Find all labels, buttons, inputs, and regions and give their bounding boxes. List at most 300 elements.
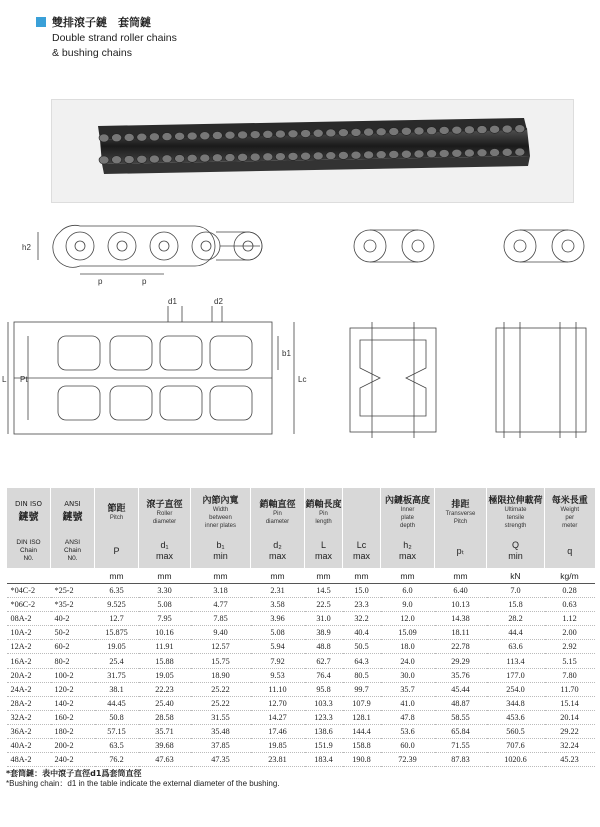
table-cell: 37.85	[191, 739, 251, 753]
chain-roller	[490, 125, 500, 133]
column-header	[7, 488, 51, 534]
table-cell: 10.16	[139, 626, 191, 640]
table-cell: *25-2	[51, 584, 95, 598]
column-unit: mm	[381, 568, 435, 584]
table-cell: 12.57	[191, 640, 251, 654]
chain-roller	[427, 127, 437, 135]
table-cell: 14.38	[435, 612, 487, 626]
table-row	[7, 696, 595, 710]
column-symbol-text: DIN ISO	[16, 539, 41, 546]
chain-roller	[490, 149, 500, 157]
chain-roller	[238, 131, 248, 139]
column-header-zh: 內節內寬	[202, 495, 239, 506]
table-unit-row	[7, 568, 595, 584]
table-cell: 9.525	[95, 598, 139, 612]
table-cell: 254.0	[487, 682, 545, 696]
title-english-line1: Double strand roller chains	[52, 32, 177, 44]
column-header-en: ANSI	[64, 499, 81, 508]
column-header-en: diameter	[265, 518, 290, 525]
title-english-line2: & bushing chains	[52, 47, 132, 59]
column-symbol-text: max	[268, 551, 286, 561]
table-cell: 65.84	[435, 724, 487, 738]
chain-roller	[99, 134, 109, 142]
column-symbol-text: max	[398, 551, 416, 561]
table-cell: *04C-2	[7, 584, 51, 598]
table-cell: 80-2	[51, 654, 95, 668]
table-cell: 11.91	[139, 640, 191, 654]
table-cell: 240-2	[51, 753, 95, 767]
table-cell: 41.0	[381, 696, 435, 710]
chain-roller	[288, 152, 298, 160]
table-row	[7, 710, 595, 724]
column-header-en: Pin	[319, 510, 328, 517]
chain-roller	[389, 128, 399, 136]
chain-roller	[364, 128, 374, 136]
table-cell: 180-2	[51, 724, 95, 738]
table-cell: *06C-2	[7, 598, 51, 612]
table-cell: 15.14	[545, 696, 595, 710]
column-unit	[51, 568, 95, 584]
chain-roller	[250, 153, 260, 161]
table-row	[7, 584, 595, 598]
table-cell: 19.05	[95, 640, 139, 654]
chain-roller	[338, 129, 348, 137]
table-cell: 23.81	[251, 753, 305, 767]
column-symbol-text: d₂	[273, 540, 282, 550]
table-cell: 123.3	[305, 710, 343, 724]
chain-roller	[187, 132, 197, 140]
table-cell: 23.3	[343, 598, 381, 612]
table-cell: 7.85	[191, 612, 251, 626]
label-d1: d1	[168, 297, 177, 306]
table-cell: 35.71	[139, 724, 191, 738]
chain-roller	[200, 154, 210, 162]
column-symbol-text: ANSI	[64, 539, 81, 546]
column-header-zh: 銷軸直徑	[259, 499, 296, 510]
column-symbol	[545, 534, 595, 568]
table-cell: 38.9	[305, 626, 343, 640]
column-header-en: Weight	[560, 506, 580, 513]
table-cell: 38.1	[95, 682, 139, 696]
column-unit: mm	[251, 568, 305, 584]
column-unit: mm	[95, 568, 139, 584]
table-cell: 12.0	[381, 612, 435, 626]
column-symbol-text: N0.	[23, 555, 34, 562]
column-header	[305, 488, 343, 534]
table-cell: 3.30	[139, 584, 191, 598]
label-L: L	[2, 375, 7, 384]
chain-roller	[502, 148, 512, 156]
table-cell: 2.00	[545, 626, 595, 640]
table-cell: 12.7	[95, 612, 139, 626]
table-row	[7, 682, 595, 696]
column-header-en: meter	[562, 522, 578, 529]
table-cell: 107.9	[343, 696, 381, 710]
table-cell: 19.85	[251, 739, 305, 753]
column-header	[95, 488, 139, 534]
table-cell: 9.0	[381, 598, 435, 612]
table-cell: 22.23	[139, 682, 191, 696]
table-cell: 63.6	[487, 640, 545, 654]
table-cell: 28A-2	[7, 696, 51, 710]
chain-photo	[51, 99, 574, 203]
connecting-link-views	[354, 230, 584, 262]
column-header-en: Roller	[156, 510, 173, 517]
table-cell: 2.92	[545, 640, 595, 654]
column-symbol-text: max	[314, 551, 332, 561]
chain-roller	[376, 128, 386, 136]
column-header-en: DIN ISO	[15, 499, 42, 508]
table-cell: 113.4	[487, 654, 545, 668]
chain-roller	[263, 153, 273, 161]
column-header-en: plate	[400, 514, 414, 521]
chain-roller	[149, 133, 159, 141]
chain-roller	[137, 155, 147, 163]
column-header	[191, 488, 251, 534]
column-symbol-text: Lc	[356, 540, 367, 550]
table-cell: 3.18	[191, 584, 251, 598]
table-cell: 24.0	[381, 654, 435, 668]
column-header-zh: 每米長重	[551, 495, 588, 506]
chain-roller	[389, 150, 399, 158]
label-Pt: Pt	[20, 375, 28, 384]
footnote-chinese: *套筒鏈：表中滾子直徑d1爲套筒直徑	[6, 769, 142, 779]
table-cell: 453.6	[487, 710, 545, 724]
column-symbol-text: min	[213, 551, 228, 561]
label-Lc: Lc	[298, 375, 307, 384]
column-symbol	[139, 534, 191, 568]
column-symbol-text: b₁	[216, 540, 225, 550]
table-cell: 15.75	[191, 654, 251, 668]
table-cell: 95.8	[305, 682, 343, 696]
table-cell: 31.75	[95, 668, 139, 682]
chain-roller	[477, 149, 487, 157]
column-header-zh: 內鏈板高度	[384, 495, 430, 506]
table-row	[7, 739, 595, 753]
table-cell: 100-2	[51, 668, 95, 682]
column-symbol	[305, 534, 343, 568]
column-unit: mm	[191, 568, 251, 584]
chain-roller	[326, 152, 336, 160]
table-cell: 40A-2	[7, 739, 51, 753]
table-cell: 87.83	[435, 753, 487, 767]
table-cell: 6.0	[381, 584, 435, 598]
chain-roller	[326, 129, 336, 137]
chain-roller	[464, 126, 474, 134]
column-symbol-text: Q	[511, 540, 519, 550]
column-symbol-text: pₜ	[456, 545, 465, 556]
table-row	[7, 753, 595, 767]
chain-roller	[225, 131, 235, 139]
chain-roller	[250, 131, 260, 139]
column-header-zh: 極限拉伸載荷	[488, 495, 543, 506]
table-cell: 183.4	[305, 753, 343, 767]
column-header	[139, 488, 191, 534]
chain-roller	[301, 152, 311, 160]
chain-roller	[439, 150, 449, 158]
table-cell: 76.2	[95, 753, 139, 767]
column-header-en: Pitch	[109, 514, 124, 521]
table-cell: 9.40	[191, 626, 251, 640]
chain-roller	[112, 134, 122, 142]
chain-roller	[162, 133, 172, 141]
column-unit: kg/m	[545, 568, 595, 584]
table-cell: 48.87	[435, 696, 487, 710]
table-cell: 71.55	[435, 739, 487, 753]
table-row	[7, 724, 595, 738]
column-header-en: inner plates	[204, 522, 237, 529]
table-cell: 16A-2	[7, 654, 51, 668]
table-cell: 32A-2	[7, 710, 51, 724]
table-cell: 22.78	[435, 640, 487, 654]
chain-roller	[162, 155, 172, 163]
column-symbol-text: h₂	[403, 540, 412, 550]
table-cell: 25.22	[191, 696, 251, 710]
column-header-en: strength	[504, 522, 527, 529]
table-cell: 560.5	[487, 724, 545, 738]
table-cell: 53.6	[381, 724, 435, 738]
column-unit: mm	[435, 568, 487, 584]
table-cell: 47.35	[191, 753, 251, 767]
column-header-zh: 排距	[451, 499, 470, 510]
specification-table-container	[6, 488, 594, 789]
table-cell: 35.7	[381, 682, 435, 696]
table-cell: 76.4	[305, 668, 343, 682]
table-cell: 177.0	[487, 668, 545, 682]
table-cell: 14.27	[251, 710, 305, 724]
table-cell: 31.55	[191, 710, 251, 724]
column-header-en: Inner	[400, 506, 415, 513]
column-symbol	[343, 534, 381, 568]
chain-roller	[464, 149, 474, 157]
column-unit: kN	[487, 568, 545, 584]
table-cell: 15.0	[343, 584, 381, 598]
table-cell: 35.76	[435, 668, 487, 682]
table-row	[7, 640, 595, 654]
chain-roller	[401, 150, 411, 158]
table-cell: 28.2	[487, 612, 545, 626]
chain-roller	[212, 154, 222, 162]
table-cell: 44.45	[95, 696, 139, 710]
chain-roller	[439, 126, 449, 134]
table-cell: 10.13	[435, 598, 487, 612]
table-cell: 28.58	[139, 710, 191, 724]
table-body	[7, 584, 595, 767]
table-cell: 128.1	[343, 710, 381, 724]
chain-roller	[364, 151, 374, 159]
column-symbol-text: max	[155, 551, 173, 561]
table-cell: 144.4	[343, 724, 381, 738]
table-cell: 45.44	[435, 682, 487, 696]
table-cell: 48.8	[305, 640, 343, 654]
table-cell: 1.12	[545, 612, 595, 626]
column-header	[381, 488, 435, 534]
column-symbol	[51, 534, 95, 568]
table-row	[7, 612, 595, 626]
table-cell: 0.63	[545, 598, 595, 612]
table-cell: 18.90	[191, 668, 251, 682]
chain-roller	[124, 133, 134, 141]
column-symbol-text: q	[567, 545, 573, 556]
table-cell: 14.5	[305, 584, 343, 598]
table-cell: 80.5	[343, 668, 381, 682]
side-view-plates	[38, 225, 262, 274]
table-cell: 25.22	[191, 682, 251, 696]
table-cell: 20A-2	[7, 668, 51, 682]
chain-roller	[313, 152, 323, 160]
column-header-en: between	[209, 514, 232, 521]
table-cell: 47.63	[139, 753, 191, 767]
column-unit: mm	[343, 568, 381, 584]
column-header	[435, 488, 487, 534]
column-unit: mm	[305, 568, 343, 584]
table-cell: 7.92	[251, 654, 305, 668]
table-cell: 24A-2	[7, 682, 51, 696]
chain-roller	[313, 129, 323, 137]
label-b1: b1	[282, 349, 291, 358]
offset-link-plan-views	[350, 322, 586, 438]
table-cell: 25.4	[95, 654, 139, 668]
table-cell: 63.5	[95, 739, 139, 753]
column-unit: mm	[139, 568, 191, 584]
table-cell: 25.40	[139, 696, 191, 710]
chain-roller	[401, 127, 411, 135]
column-symbol	[95, 534, 139, 568]
chain-roller	[124, 156, 134, 164]
column-header-en: 鏈號	[62, 511, 83, 523]
table-cell: 190.8	[343, 753, 381, 767]
chain-roller	[187, 154, 197, 162]
table-cell: 20.14	[545, 710, 595, 724]
column-header-en: Pitch	[453, 518, 468, 525]
table-cell: 99.7	[343, 682, 381, 696]
table-cell: 30.0	[381, 668, 435, 682]
table-cell: 3.96	[251, 612, 305, 626]
chain-roller	[301, 130, 311, 138]
table-cell: 35.48	[191, 724, 251, 738]
chain-roller	[288, 130, 298, 138]
table-cell: 3.58	[251, 598, 305, 612]
table-cell: 18.0	[381, 640, 435, 654]
table-cell: 50-2	[51, 626, 95, 640]
table-cell: 72.39	[381, 753, 435, 767]
chain-roller	[263, 130, 273, 138]
chain-roller	[275, 153, 285, 161]
column-symbol-text: P	[113, 545, 120, 556]
column-symbol	[381, 534, 435, 568]
table-cell: 2.31	[251, 584, 305, 598]
table-cell: 40-2	[51, 612, 95, 626]
table-cell: 60-2	[51, 640, 95, 654]
table-cell: 18.11	[435, 626, 487, 640]
table-cell: 60.0	[381, 739, 435, 753]
column-symbol-text: min	[508, 551, 523, 561]
chain-roller	[225, 154, 235, 162]
column-header-en: Ultimate	[504, 506, 527, 513]
chain-roller	[452, 149, 462, 157]
table-cell: 48A-2	[7, 753, 51, 767]
table-cell: 15.8	[487, 598, 545, 612]
chain-roller	[351, 151, 361, 159]
table-cell: 31.0	[305, 612, 343, 626]
table-cell: 50.5	[343, 640, 381, 654]
label-h2: h2	[22, 243, 31, 252]
column-symbol-text: N0.	[67, 555, 78, 562]
table-cell: 5.94	[251, 640, 305, 654]
column-symbol-text: Chain	[64, 547, 81, 554]
chain-roller	[275, 130, 285, 138]
table-cell: 40.4	[343, 626, 381, 640]
column-header-zh: 銷軸長度	[305, 499, 342, 510]
chain-roller	[238, 153, 248, 161]
column-symbol	[191, 534, 251, 568]
column-header-zh: 滾子直徑	[146, 499, 183, 510]
footnote	[6, 769, 594, 789]
table-cell: 36A-2	[7, 724, 51, 738]
column-header-en: tensile	[506, 514, 525, 521]
specification-table	[6, 488, 595, 767]
chain-roller	[149, 155, 159, 163]
page-header	[36, 13, 177, 61]
column-header-en: diameter	[152, 518, 177, 525]
table-cell: 7.0	[487, 584, 545, 598]
table-cell: 6.40	[435, 584, 487, 598]
table-cell: 15.88	[139, 654, 191, 668]
chain-roller	[452, 126, 462, 134]
table-cell: 15.09	[381, 626, 435, 640]
column-header	[487, 488, 545, 534]
table-cell: 08A-2	[7, 612, 51, 626]
table-cell: 4.77	[191, 598, 251, 612]
table-cell: 50.8	[95, 710, 139, 724]
table-cell: 0.28	[545, 584, 595, 598]
table-cell: 29.29	[435, 654, 487, 668]
table-header-row	[7, 488, 595, 534]
table-cell: 140-2	[51, 696, 95, 710]
column-header-en: Pin	[273, 510, 282, 517]
table-cell: 160-2	[51, 710, 95, 724]
table-cell: 5.08	[251, 626, 305, 640]
column-symbol	[251, 534, 305, 568]
table-cell: 62.7	[305, 654, 343, 668]
table-cell: 47.8	[381, 710, 435, 724]
table-row	[7, 626, 595, 640]
table-cell: 12A-2	[7, 640, 51, 654]
table-cell: 57.15	[95, 724, 139, 738]
column-symbol	[7, 534, 51, 568]
chain-roller	[477, 126, 487, 134]
chain-roller	[175, 132, 185, 140]
chain-roller	[515, 148, 525, 156]
table-cell: 103.3	[305, 696, 343, 710]
column-symbol-text: L	[320, 540, 326, 550]
table-cell: *35-2	[51, 598, 95, 612]
table-cell: 29.22	[545, 724, 595, 738]
column-header	[51, 488, 95, 534]
label-d2: d2	[214, 297, 223, 306]
chain-roller	[99, 156, 109, 164]
chain-roller	[376, 151, 386, 159]
table-cell: 19.05	[139, 668, 191, 682]
chain-roller	[351, 128, 361, 136]
table-cell: 138.6	[305, 724, 343, 738]
table-cell: 58.55	[435, 710, 487, 724]
column-header	[343, 488, 381, 534]
table-cell: 7.80	[545, 668, 595, 682]
table-cell: 120-2	[51, 682, 95, 696]
column-header-en: per	[565, 514, 575, 521]
table-row	[7, 654, 595, 668]
